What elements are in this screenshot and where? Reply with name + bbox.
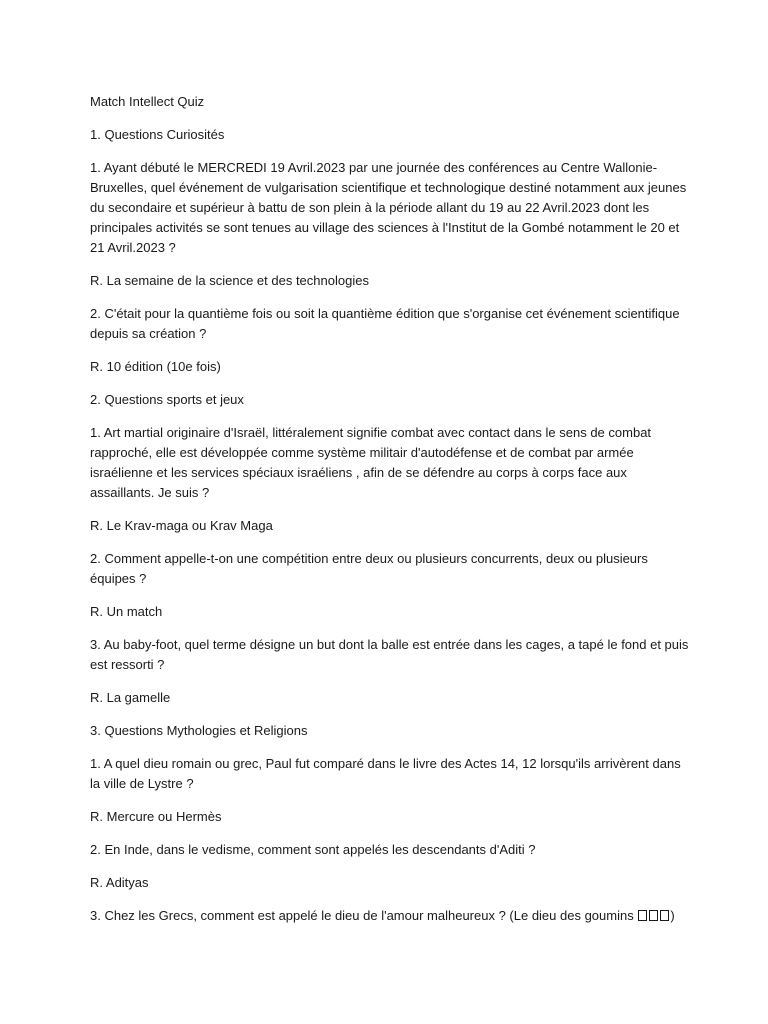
missing-glyph-icon	[660, 910, 669, 921]
question-text: 3. Chez les Grecs, comment est appelé le dieu de l'amour malheureux ? (Le dieu des goumins	[90, 908, 634, 923]
section-heading-sports: 2. Questions sports et jeux	[90, 392, 244, 407]
question-paragraph: 3. Au baby-foot, quel terme désigne un but dont la balle est entrée dans les cages, a tapé le fond et puis est ressorti ?	[90, 637, 689, 672]
question-paragraph: 1. Ayant débuté le MERCREDI 19 Avril.2023 par une journée des conférences au Centre Wallonie-Bruxelles, quel événement de vulgarisation scientifique et technologique destiné notamment aux jeunes du secondaire et supérieur à battu de son plein à la période allant du 19 au 22 Avril.2023 dont les principales activités se sont tenues au village des sciences à l'Institut de la Gombé notamment le 20 et 21 Avril.2023 ?	[90, 160, 687, 255]
document-page	[90, 92, 690, 939]
section-heading-curiosites: 1. Questions Curiosités	[90, 127, 225, 142]
question-paragraph: 2. En Inde, dans le vedisme, comment sont appelés les descendants d'Aditi ?	[90, 842, 536, 857]
answer-paragraph: R. La gamelle	[90, 690, 171, 705]
missing-glyph-icon	[649, 910, 658, 921]
answer-paragraph: R. Mercure ou Hermès	[90, 809, 222, 824]
question-paragraph: 1. A quel dieu romain ou grec, Paul fut comparé dans le livre des Actes 14, 12 lorsqu'ils arrivèrent dans la ville de Lystre ?	[90, 756, 681, 791]
question-paragraph: 2. C'était pour la quantième fois ou soit la quantième édition que s'organise cet événement scientifique depuis sa création ?	[90, 306, 680, 341]
question-paragraph-last	[90, 906, 690, 926]
answer-paragraph: R. Le Krav-maga ou Krav Maga	[90, 518, 273, 533]
closing-parenthesis: )	[670, 908, 675, 923]
section-heading-mythologies: 3. Questions Mythologies et Religions	[90, 723, 308, 738]
answer-paragraph: R. Adityas	[90, 875, 149, 890]
missing-glyph-icon	[638, 910, 647, 921]
answer-paragraph: R. 10 édition (10e fois)	[90, 359, 221, 374]
question-paragraph: 1. Art martial originaire d'Israël, littéralement signifie combat avec contact dans le sens de combat rapproché, elle est développée comme système militair d'autodéfense et de combat par armée israélienne et les services spéciaux israéliens , afin de se défendre au corps à corps face aux assaillants. Je suis ?	[90, 425, 652, 500]
document-title: Match Intellect Quiz	[90, 94, 205, 109]
answer-paragraph: R. La semaine de la science et des technologies	[90, 273, 369, 288]
question-paragraph: 2. Comment appelle-t-on une compétition entre deux ou plusieurs concurrents, deux ou plusieurs équipes ?	[90, 551, 648, 586]
answer-paragraph: R. Un match	[90, 604, 163, 619]
